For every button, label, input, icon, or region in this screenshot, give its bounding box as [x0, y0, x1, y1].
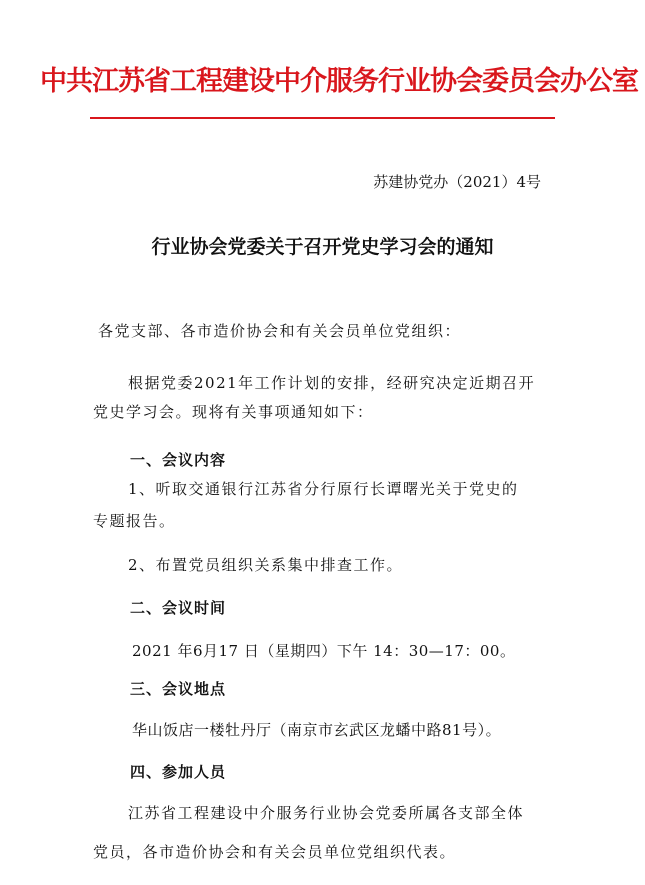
item-1-line-1: 1、听取交通银行江苏省分行原行长谭曙光关于党史的	[128, 480, 519, 498]
attendees-line-2: 党员，各市造价协会和有关会员单位党组织代表。	[93, 843, 457, 861]
section-heading-place: 三、会议地点	[130, 680, 227, 698]
masthead-divider	[90, 117, 555, 119]
addressee: 各党支部、各市造价协会和有关会员单位党组织：	[98, 322, 462, 340]
notice-title: 行业协会党委关于召开党史学习会的通知	[151, 236, 494, 258]
org-masthead: 中共江苏省工程建设中介服务行业协会委员会办公室	[40, 66, 638, 97]
document-number: 苏建协党办（2021）4号	[373, 173, 541, 191]
meeting-place: 华山饭店一楼牡丹厅（南京市玄武区龙蟠中路81号）。	[132, 721, 502, 739]
section-heading-time: 二、会议时间	[130, 599, 227, 617]
section-heading-content: 一、会议内容	[130, 451, 227, 469]
section-heading-attendees: 四、参加人员	[130, 763, 227, 781]
intro-paragraph-line-1: 根据党委2021年工作计划的安排，经研究决定近期召开	[128, 374, 536, 392]
item-2: 2、布置党员组织关系集中排查工作。	[128, 556, 404, 574]
item-1-line-2: 专题报告。	[93, 512, 176, 530]
attendees-line-1: 江苏省工程建设中介服务行业协会党委所属各支部全体	[128, 804, 525, 822]
intro-paragraph-line-2: 党史学习会。现将有关事项通知如下：	[93, 403, 374, 421]
meeting-time: 2021 年6月17 日（星期四）下午 14：30—17：00。	[132, 642, 516, 660]
